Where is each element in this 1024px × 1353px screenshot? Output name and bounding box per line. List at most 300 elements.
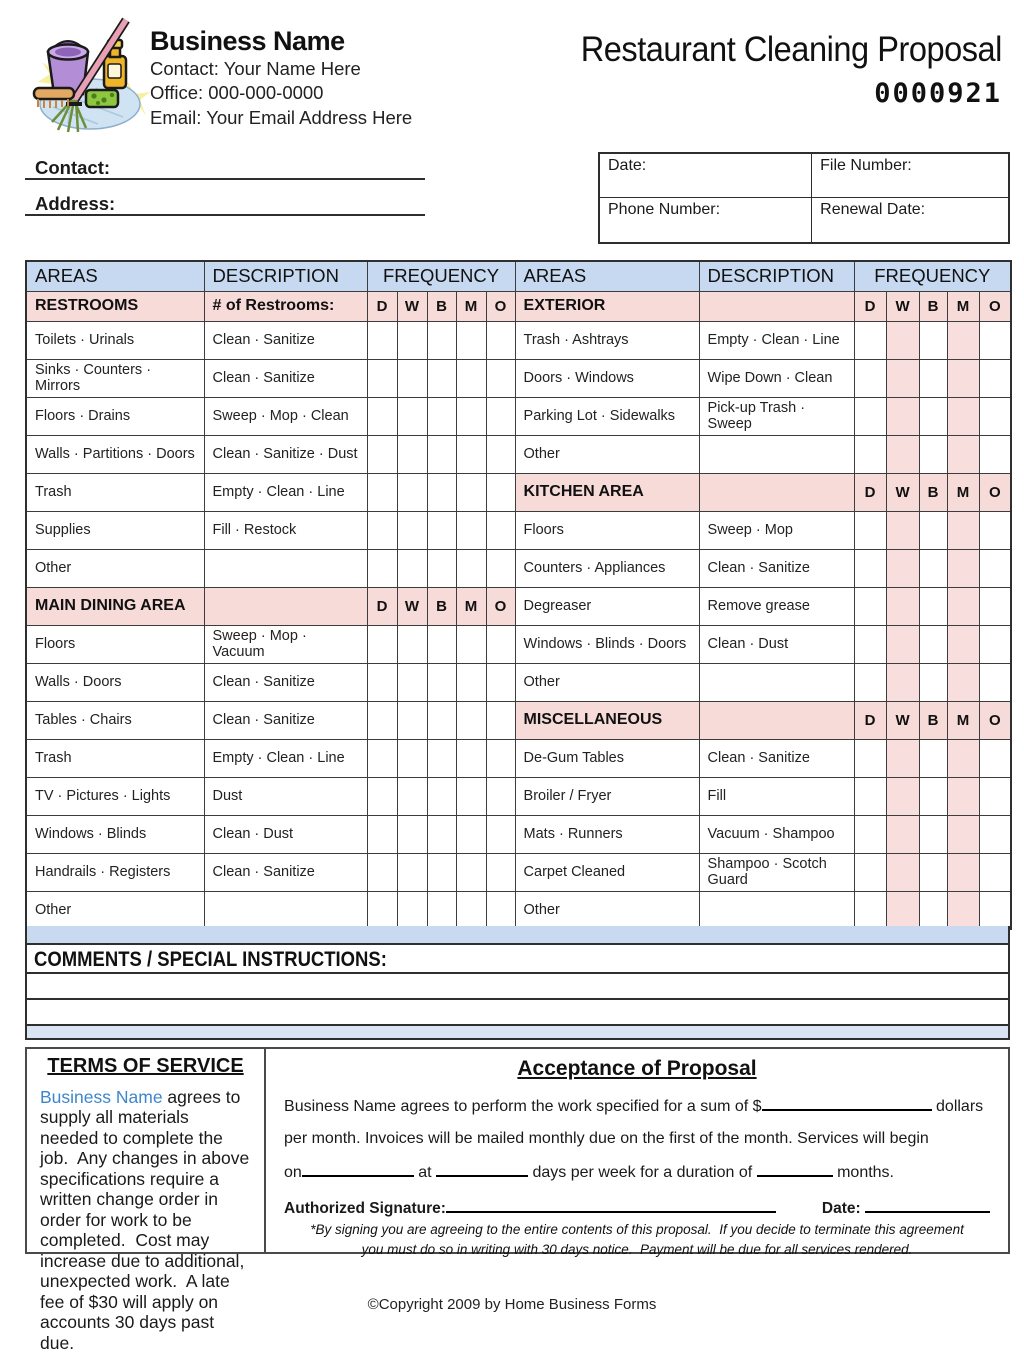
frequency-checkbox-cell[interactable]	[947, 815, 979, 853]
area-cell: Parking Lot · Sidewalks	[515, 397, 699, 435]
frequency-checkbox-cell[interactable]	[367, 435, 397, 473]
frequency-checkbox-cell[interactable]	[919, 891, 947, 929]
area-cell: Floors · Drains	[26, 397, 204, 435]
frequency-checkbox-cell[interactable]	[919, 777, 947, 815]
frequency-checkbox-cell[interactable]	[886, 853, 919, 891]
frequency-checkbox-cell[interactable]	[854, 511, 886, 549]
frequency-checkbox-cell[interactable]	[367, 321, 397, 359]
frequency-checkbox-cell[interactable]	[367, 473, 397, 511]
frequency-checkbox-cell[interactable]	[979, 435, 1011, 473]
frequency-checkbox-cell[interactable]	[486, 739, 515, 777]
frequency-checkbox-cell[interactable]	[367, 739, 397, 777]
table-row	[26, 739, 1011, 777]
sum-blank-field[interactable]	[762, 1096, 932, 1111]
area-cell: Sinks · Counters · Mirrors	[26, 359, 204, 397]
phone-number-field[interactable]	[600, 198, 812, 242]
comments-line-1[interactable]	[27, 974, 1008, 1000]
frequency-checkbox-cell[interactable]	[456, 321, 486, 359]
frequency-checkbox-cell[interactable]	[919, 853, 947, 891]
frequency-checkbox-cell[interactable]	[886, 397, 919, 435]
comments-section	[25, 926, 1010, 1040]
acceptance-line-3	[284, 1162, 990, 1182]
description-cell	[699, 663, 854, 701]
area-cell: Windows · Blinds · Doors	[515, 625, 699, 663]
frequency-checkbox-cell[interactable]	[397, 663, 427, 701]
frequency-checkbox-cell[interactable]	[456, 815, 486, 853]
frequency-checkbox-cell[interactable]	[427, 701, 456, 739]
terms-heading: TERMS OF SERVICE	[47, 1055, 244, 1077]
frequency-checkbox-cell[interactable]	[486, 511, 515, 549]
table-row	[26, 701, 1011, 739]
frequency-checkbox-cell[interactable]	[367, 511, 397, 549]
acceptance-days-text: days per week for a duration of	[528, 1164, 757, 1181]
frequency-letter: M	[456, 587, 486, 625]
description-cell: Sweep · Mop · Vacuum	[204, 625, 367, 663]
frequency-checkbox-cell[interactable]	[397, 511, 427, 549]
signature-blank-field[interactable]	[446, 1198, 776, 1213]
frequency-checkbox-cell[interactable]	[919, 739, 947, 777]
area-cell: Broiler / Fryer	[515, 777, 699, 815]
file-number-label: File Number:	[820, 157, 912, 174]
description-cell: Clean · Sanitize	[204, 321, 367, 359]
signature-date-blank-field[interactable]	[865, 1198, 990, 1213]
frequency-checkbox-cell[interactable]	[854, 663, 886, 701]
frequency-checkbox-cell[interactable]	[919, 815, 947, 853]
business-info-block	[150, 26, 412, 130]
frequency-checkbox-cell[interactable]	[919, 549, 947, 587]
frequency-checkbox-cell[interactable]	[397, 853, 427, 891]
frequency-checkbox-cell[interactable]	[886, 739, 919, 777]
frequency-checkbox-cell[interactable]	[427, 321, 456, 359]
frequency-checkbox-cell[interactable]	[456, 663, 486, 701]
comments-label: COMMENTS / SPECIAL INSTRUCTIONS:	[34, 948, 387, 971]
fine-print-line-2: you must do so in writing with 30 days notice. Payment will be due for all services rendered.	[361, 1241, 913, 1257]
description-cell: Remove grease	[699, 587, 854, 625]
table-row	[26, 549, 1011, 587]
description-cell: Empty · Clean · Line	[699, 321, 854, 359]
frequency-checkbox-cell[interactable]	[854, 815, 886, 853]
frequency-checkbox-cell[interactable]	[979, 321, 1011, 359]
frequency-checkbox-cell[interactable]	[947, 739, 979, 777]
cleaning-areas-table	[25, 260, 1012, 930]
description-cell	[204, 587, 367, 625]
description-cell: Sweep · Mop	[699, 511, 854, 549]
description-cell: Fill · Restock	[204, 511, 367, 549]
terms-business-name: Business Name	[40, 1087, 163, 1107]
description-cell: Shampoo · Scotch Guard	[699, 853, 854, 891]
frequency-letter: B	[919, 473, 947, 511]
frequency-letter: D	[854, 701, 886, 739]
frequency-letter: D	[367, 291, 397, 321]
frequency-checkbox-cell[interactable]	[427, 739, 456, 777]
frequency-letter: B	[427, 291, 456, 321]
frequency-checkbox-cell[interactable]	[367, 625, 397, 663]
area-cell: Other	[26, 891, 204, 929]
light-blue-separator-bar	[27, 1026, 1008, 1038]
frequency-checkbox-cell[interactable]	[854, 321, 886, 359]
table-row	[26, 663, 1011, 701]
frequency-checkbox-cell[interactable]	[979, 397, 1011, 435]
frequency-checkbox-cell[interactable]	[456, 891, 486, 929]
description-cell: Fill	[699, 777, 854, 815]
description-cell	[699, 701, 854, 739]
frequency-checkbox-cell[interactable]	[854, 739, 886, 777]
frequency-checkbox-cell[interactable]	[979, 891, 1011, 929]
frequency-checkbox-cell[interactable]	[486, 397, 515, 435]
terms-of-service-box	[25, 1047, 266, 1353]
terms-body	[40, 1087, 255, 1353]
acceptance-line1-suffix: dollars	[931, 1098, 984, 1115]
frequency-checkbox-cell[interactable]	[456, 435, 486, 473]
frequency-checkbox-cell[interactable]	[979, 549, 1011, 587]
comments-line-2[interactable]	[27, 1000, 1008, 1026]
table-row	[26, 853, 1011, 891]
frequency-checkbox-cell[interactable]	[947, 321, 979, 359]
frequency-checkbox-cell[interactable]	[367, 777, 397, 815]
description-cell: Clean · Dust	[204, 815, 367, 853]
frequency-checkbox-cell[interactable]	[886, 815, 919, 853]
area-cell: Tables · Chairs	[26, 701, 204, 739]
description-cell: Clean · Sanitize	[204, 359, 367, 397]
frequency-checkbox-cell[interactable]	[979, 739, 1011, 777]
frequency-checkbox-cell[interactable]	[979, 359, 1011, 397]
frequency-checkbox-cell[interactable]	[486, 359, 515, 397]
renewal-date-field[interactable]	[812, 198, 1008, 242]
frequency-checkbox-cell[interactable]	[427, 511, 456, 549]
description-cell	[699, 891, 854, 929]
frequency-checkbox-cell[interactable]	[854, 853, 886, 891]
frequency-checkbox-cell[interactable]	[427, 891, 456, 929]
frequency-letter: D	[367, 587, 397, 625]
frequency-checkbox-cell[interactable]	[486, 815, 515, 853]
area-cell: Trash · Ashtrays	[515, 321, 699, 359]
area-cell: Floors	[26, 625, 204, 663]
business-email-line: Email: Your Email Address Here	[150, 106, 413, 128]
frequency-checkbox-cell[interactable]	[979, 663, 1011, 701]
frequency-checkbox-cell[interactable]	[919, 587, 947, 625]
frequency-checkbox-cell[interactable]	[427, 663, 456, 701]
area-cell: Floors	[515, 511, 699, 549]
proposal-info-box	[598, 152, 1010, 244]
description-cell: Sweep · Mop · Clean	[204, 397, 367, 435]
frequency-checkbox-cell[interactable]	[886, 625, 919, 663]
frequency-checkbox-cell[interactable]	[486, 701, 515, 739]
frequency-checkbox-cell[interactable]	[947, 359, 979, 397]
frequency-checkbox-cell[interactable]	[947, 663, 979, 701]
frequency-checkbox-cell[interactable]	[397, 435, 427, 473]
frequency-checkbox-cell[interactable]	[854, 777, 886, 815]
frequency-checkbox-cell[interactable]	[367, 815, 397, 853]
description-cell: Clean · Sanitize	[204, 663, 367, 701]
area-cell: Degreaser	[515, 587, 699, 625]
terms-body-text: agrees to supply all materials needed to complete the job. Any changes in above specifications require a written change order in order for work to be completed. Cost may increase due to additional, unexpected work. A late fee of $30 will apply on accounts 30 days past due.	[40, 1087, 255, 1353]
description-cell	[204, 891, 367, 929]
frequency-checkbox-cell[interactable]	[397, 701, 427, 739]
frequency-checkbox-cell[interactable]	[486, 435, 515, 473]
frequency-checkbox-cell[interactable]	[456, 739, 486, 777]
start-date-blank-field[interactable]	[302, 1162, 414, 1177]
description-cell: Clean · Sanitize · Dust	[204, 435, 367, 473]
frequency-checkbox-cell[interactable]	[947, 891, 979, 929]
frequency-letter: B	[919, 701, 947, 739]
table-row	[26, 435, 1011, 473]
frequency-letter: D	[854, 473, 886, 511]
fine-print-line-1: *By signing you are agreeing to the entire contents of this proposal. If you decide to terminate this agreement	[310, 1222, 964, 1237]
contact-field[interactable]	[25, 157, 425, 180]
description-cell: Clean · Sanitize	[699, 739, 854, 777]
table-row	[26, 891, 1011, 929]
frequency-checkbox-cell[interactable]	[456, 777, 486, 815]
description-cell	[699, 291, 854, 321]
frequency-checkbox-cell[interactable]	[486, 891, 515, 929]
frequency-checkbox-cell[interactable]	[427, 397, 456, 435]
frequency-checkbox-cell[interactable]	[979, 625, 1011, 663]
frequency-letter: M	[456, 291, 486, 321]
table-row	[26, 291, 1011, 321]
business-office-line: Office: 000-000-0000	[150, 82, 324, 104]
table-row	[26, 777, 1011, 815]
address-label: Address:	[35, 193, 116, 214]
frequency-checkbox-cell[interactable]	[427, 435, 456, 473]
description-header-left: DESCRIPTION	[204, 261, 367, 291]
business-name: Business Name	[150, 26, 345, 56]
description-header-right: DESCRIPTION	[699, 261, 854, 291]
frequency-letter: O	[979, 701, 1011, 739]
contact-label: Contact:	[35, 157, 111, 178]
frequency-checkbox-cell[interactable]	[886, 663, 919, 701]
frequency-checkbox-cell[interactable]	[367, 891, 397, 929]
frequency-checkbox-cell[interactable]	[427, 473, 456, 511]
frequency-checkbox-cell[interactable]	[486, 549, 515, 587]
description-cell	[699, 473, 854, 511]
signature-row	[284, 1198, 990, 1218]
frequency-checkbox-cell[interactable]	[886, 321, 919, 359]
frequency-checkbox-cell[interactable]	[947, 587, 979, 625]
table-row	[26, 815, 1011, 853]
frequency-checkbox-cell[interactable]	[886, 777, 919, 815]
area-cell: Other	[26, 549, 204, 587]
frequency-checkbox-cell[interactable]	[456, 549, 486, 587]
frequency-checkbox-cell[interactable]	[486, 663, 515, 701]
frequency-checkbox-cell[interactable]	[919, 397, 947, 435]
frequency-letter: O	[486, 587, 515, 625]
business-contact-line: Contact: Your Name Here	[150, 58, 361, 79]
areas-header-right: AREAS	[515, 261, 699, 291]
frequency-checkbox-cell[interactable]	[919, 359, 947, 397]
frequency-checkbox-cell[interactable]	[367, 397, 397, 435]
area-cell: Other	[515, 435, 699, 473]
table-row	[26, 321, 1011, 359]
frequency-checkbox-cell[interactable]	[979, 777, 1011, 815]
area-cell: Other	[515, 891, 699, 929]
frequency-checkbox-cell[interactable]	[397, 397, 427, 435]
frequency-checkbox-cell[interactable]	[886, 359, 919, 397]
description-cell: Wipe Down · Clean	[699, 359, 854, 397]
frequency-checkbox-cell[interactable]	[947, 435, 979, 473]
frequency-checkbox-cell[interactable]	[456, 397, 486, 435]
section-area-cell: MISCELLANEOUS	[515, 701, 699, 739]
table-row	[26, 511, 1011, 549]
area-cell: Toilets · Urinals	[26, 321, 204, 359]
frequency-letter: B	[919, 291, 947, 321]
frequency-checkbox-cell[interactable]	[919, 663, 947, 701]
frequency-checkbox-cell[interactable]	[919, 625, 947, 663]
description-cell: Clean · Dust	[699, 625, 854, 663]
frequency-checkbox-cell[interactable]	[397, 739, 427, 777]
authorized-signature-label: Authorized Signature:	[284, 1200, 446, 1217]
area-cell: Windows · Blinds	[26, 815, 204, 853]
frequency-letter: W	[397, 587, 427, 625]
area-cell: Carpet Cleaned	[515, 853, 699, 891]
file-number-field[interactable]	[812, 154, 1008, 198]
frequency-checkbox-cell[interactable]	[947, 625, 979, 663]
duration-blank-field[interactable]	[757, 1162, 833, 1177]
frequency-checkbox-cell[interactable]	[947, 777, 979, 815]
frequency-letter: W	[886, 291, 919, 321]
acceptance-line1-text: Business Name agrees to perform the work specified for a sum of $	[284, 1098, 762, 1115]
frequency-letter: O	[486, 291, 515, 321]
frequency-checkbox-cell[interactable]	[427, 853, 456, 891]
page-title: Restaurant Cleaning Proposal	[580, 30, 1002, 69]
area-cell: TV · Pictures · Lights	[26, 777, 204, 815]
frequency-header-right: FREQUENCY	[854, 261, 1011, 291]
area-cell: Doors · Windows	[515, 359, 699, 397]
frequency-checkbox-cell[interactable]	[397, 891, 427, 929]
frequency-checkbox-cell[interactable]	[947, 397, 979, 435]
frequency-checkbox-cell[interactable]	[947, 549, 979, 587]
frequency-checkbox-cell[interactable]	[397, 549, 427, 587]
frequency-checkbox-cell[interactable]	[397, 473, 427, 511]
frequency-checkbox-cell[interactable]	[367, 701, 397, 739]
frequency-checkbox-cell[interactable]	[397, 625, 427, 663]
frequency-checkbox-cell[interactable]	[397, 777, 427, 815]
acceptance-months-text: months.	[832, 1164, 894, 1181]
description-cell: Clean · Sanitize	[204, 853, 367, 891]
frequency-checkbox-cell[interactable]	[486, 777, 515, 815]
frequency-checkbox-cell[interactable]	[919, 511, 947, 549]
area-cell: Other	[515, 663, 699, 701]
frequency-checkbox-cell[interactable]	[886, 511, 919, 549]
description-cell: Clean · Sanitize	[699, 549, 854, 587]
frequency-checkbox-cell[interactable]	[456, 359, 486, 397]
frequency-checkbox-cell[interactable]	[486, 853, 515, 891]
frequency-checkbox-cell[interactable]	[854, 891, 886, 929]
date-field[interactable]	[600, 154, 812, 198]
frequency-checkbox-cell[interactable]	[456, 511, 486, 549]
description-cell: Dust	[204, 777, 367, 815]
description-cell: Clean · Sanitize	[204, 701, 367, 739]
section-area-cell: RESTROOMS	[26, 291, 204, 321]
acceptance-of-proposal-box	[264, 1047, 1010, 1257]
acceptance-on-text: on	[284, 1164, 302, 1181]
at-blank-field[interactable]	[436, 1162, 528, 1177]
frequency-checkbox-cell[interactable]	[854, 625, 886, 663]
description-cell	[699, 435, 854, 473]
frequency-checkbox-cell[interactable]	[397, 359, 427, 397]
description-cell: Empty · Clean · Line	[204, 473, 367, 511]
renewal-date-label: Renewal Date:	[820, 201, 926, 218]
frequency-checkbox-cell[interactable]	[947, 511, 979, 549]
frequency-checkbox-cell[interactable]	[854, 435, 886, 473]
frequency-checkbox-cell[interactable]	[886, 587, 919, 625]
area-cell: Counters · Appliances	[515, 549, 699, 587]
frequency-checkbox-cell[interactable]	[854, 549, 886, 587]
frequency-letter: B	[427, 587, 456, 625]
section-area-cell: KITCHEN AREA	[515, 473, 699, 511]
frequency-header-left: FREQUENCY	[367, 261, 515, 291]
description-cell	[204, 549, 367, 587]
table-row	[26, 587, 1011, 625]
frequency-letter: O	[979, 291, 1011, 321]
frequency-checkbox-cell[interactable]	[367, 359, 397, 397]
table-row	[26, 397, 1011, 435]
table-row	[26, 625, 1011, 663]
frequency-checkbox-cell[interactable]	[854, 359, 886, 397]
description-cell: Pick-up Trash · Sweep	[699, 397, 854, 435]
blue-separator-bar	[27, 926, 1008, 945]
contact-address-block	[25, 157, 425, 262]
frequency-checkbox-cell[interactable]	[919, 321, 947, 359]
area-cell: Walls · Doors	[26, 663, 204, 701]
frequency-checkbox-cell[interactable]	[854, 397, 886, 435]
frequency-checkbox-cell[interactable]	[486, 625, 515, 663]
description-cell: # of Restrooms:	[204, 291, 367, 321]
frequency-checkbox-cell[interactable]	[886, 435, 919, 473]
frequency-checkbox-cell[interactable]	[456, 625, 486, 663]
frequency-checkbox-cell[interactable]	[979, 853, 1011, 891]
frequency-checkbox-cell[interactable]	[427, 777, 456, 815]
frequency-checkbox-cell[interactable]	[397, 815, 427, 853]
frequency-checkbox-cell[interactable]	[456, 853, 486, 891]
frequency-checkbox-cell[interactable]	[947, 853, 979, 891]
table-header-row	[26, 261, 1011, 291]
comments-header	[27, 945, 1008, 974]
frequency-letter: M	[947, 701, 979, 739]
phone-number-label: Phone Number:	[608, 201, 721, 218]
frequency-letter: D	[854, 291, 886, 321]
frequency-checkbox-cell[interactable]	[979, 511, 1011, 549]
frequency-checkbox-cell[interactable]	[367, 853, 397, 891]
frequency-checkbox-cell[interactable]	[427, 815, 456, 853]
frequency-checkbox-cell[interactable]	[427, 625, 456, 663]
frequency-checkbox-cell[interactable]	[979, 587, 1011, 625]
frequency-checkbox-cell[interactable]	[367, 663, 397, 701]
fine-print	[284, 1220, 990, 1259]
acceptance-line-2: per month. Invoices will be mailed monthly due on the first of the month. Services will begin	[284, 1130, 929, 1147]
frequency-checkbox-cell[interactable]	[919, 435, 947, 473]
section-area-cell: MAIN DINING AREA	[26, 587, 204, 625]
frequency-checkbox-cell[interactable]	[367, 549, 397, 587]
frequency-checkbox-cell[interactable]	[979, 815, 1011, 853]
frequency-checkbox-cell[interactable]	[456, 701, 486, 739]
frequency-checkbox-cell[interactable]	[486, 473, 515, 511]
frequency-checkbox-cell[interactable]	[427, 549, 456, 587]
address-line-2[interactable]	[25, 229, 425, 262]
frequency-letter: M	[947, 291, 979, 321]
frequency-checkbox-cell[interactable]	[456, 473, 486, 511]
frequency-checkbox-cell[interactable]	[397, 321, 427, 359]
address-field[interactable]	[25, 193, 425, 216]
frequency-checkbox-cell[interactable]	[486, 321, 515, 359]
frequency-checkbox-cell[interactable]	[886, 549, 919, 587]
frequency-checkbox-cell[interactable]	[427, 359, 456, 397]
description-cell: Empty · Clean · Line	[204, 739, 367, 777]
acceptance-heading: Acceptance of Proposal	[517, 1057, 757, 1080]
frequency-letter: M	[947, 473, 979, 511]
frequency-checkbox-cell[interactable]	[854, 587, 886, 625]
frequency-checkbox-cell[interactable]	[886, 891, 919, 929]
frequency-letter: O	[979, 473, 1011, 511]
